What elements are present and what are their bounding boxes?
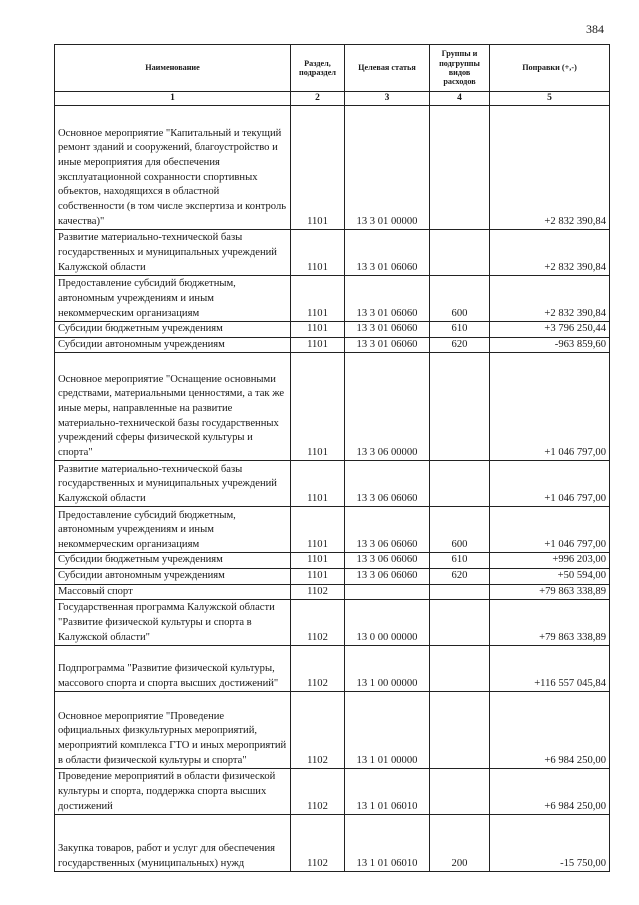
table-row [55,646,610,692]
table-row [55,353,610,461]
table-row [55,769,610,815]
table-row [55,692,610,769]
row-name: Субсидии бюджетным учреждениям [55,553,291,569]
row-section: 1102 [291,646,345,692]
row-target-article: 13 3 06 06060 [345,507,430,553]
row-target-article: 13 1 00 00000 [345,646,430,692]
row-amount: +6 984 250,00 [490,769,610,815]
row-expense-group [430,106,490,230]
row-section: 1102 [291,584,345,600]
table-row [55,553,610,569]
row-section: 1102 [291,600,345,646]
table-row [55,568,610,584]
row-section: 1101 [291,337,345,353]
row-expense-group: 200 [430,815,490,872]
row-section: 1102 [291,692,345,769]
column-number: 5 [490,92,610,106]
row-amount: +1 046 797,00 [490,353,610,461]
table-row [55,337,610,353]
row-target-article: 13 0 00 00000 [345,600,430,646]
header-groups: Группы и подгруппы видов расходов [430,45,490,92]
row-expense-group [430,769,490,815]
row-expense-group: 600 [430,507,490,553]
column-number: 3 [345,92,430,106]
row-target-article: 13 3 06 06060 [345,568,430,584]
column-number-row [55,92,610,106]
row-amount: +79 863 338,89 [490,584,610,600]
row-expense-group [430,646,490,692]
row-target-article: 13 3 06 06060 [345,553,430,569]
row-expense-group [430,692,490,769]
row-target-article: 13 3 01 06060 [345,337,430,353]
row-expense-group [430,353,490,461]
row-name: Предоставление субсидий бюджетным, автономным учреждениям и иным некоммерческим организациям [55,276,291,322]
column-number: 1 [55,92,291,106]
row-target-article: 13 3 01 06060 [345,322,430,338]
row-amount: +6 984 250,00 [490,692,610,769]
row-name: Закупка товаров, работ и услуг для обеспечения государственных (муниципальных) нужд [55,815,291,872]
table-row [55,815,610,872]
table-row [55,461,610,507]
column-number: 4 [430,92,490,106]
row-expense-group: 610 [430,553,490,569]
row-amount: -963 859,60 [490,337,610,353]
row-name: Предоставление субсидий бюджетным, автономным учреждениям и иным некоммерческим организациям [55,507,291,553]
row-target-article [345,584,430,600]
table-row [55,507,610,553]
row-section: 1101 [291,322,345,338]
table-row [55,106,610,230]
row-name: Развитие материально-технической базы государственных и муниципальных учреждений Калужской области [55,230,291,276]
row-name: Основное мероприятие "Оснащение основными средствами, материальными ценностями, а так же иные меры, направленные на развитие материально-технической базы государственных учреждений сферы физической культуры и спорта" [55,353,291,461]
row-section: 1101 [291,461,345,507]
row-amount: -15 750,00 [490,815,610,872]
row-target-article: 13 3 06 06060 [345,461,430,507]
row-name: Основное мероприятие "Проведение официальных физкультурных мероприятий, мероприятий комплекса ГТО и иных мероприятий в области физической культуры и спорта" [55,692,291,769]
row-section: 1101 [291,568,345,584]
row-amount: +1 046 797,00 [490,461,610,507]
row-target-article: 13 3 06 00000 [345,353,430,461]
row-name: Подпрограмма "Развитие физической культуры, массового спорта и спорта высших достижений" [55,646,291,692]
table-row [55,600,610,646]
column-number: 2 [291,92,345,106]
row-expense-group [430,230,490,276]
row-expense-group: 600 [430,276,490,322]
row-name: Субсидии автономным учреждениям [55,568,291,584]
row-name: Основное мероприятие "Капитальный и текущий ремонт зданий и сооружений, благоустройство и иные мероприятия для обеспечения эксплуатационной сохранности спортивных объектов, находящихся в областной собственности (в том числе экспертиза и контроль качества)" [55,106,291,230]
row-name: Субсидии автономным учреждениям [55,337,291,353]
table-row [55,276,610,322]
row-section: 1102 [291,815,345,872]
row-target-article: 13 3 01 06060 [345,276,430,322]
budget-table [54,44,610,872]
row-amount: +79 863 338,89 [490,600,610,646]
row-section: 1101 [291,507,345,553]
row-amount: +116 557 045,84 [490,646,610,692]
table-row [55,584,610,600]
row-target-article: 13 3 01 00000 [345,106,430,230]
row-amount: +2 832 390,84 [490,230,610,276]
table-body [55,106,610,872]
row-name: Проведение мероприятий в области физической культуры и спорта, поддержка спорта высших достижений [55,769,291,815]
row-amount: +2 832 390,84 [490,106,610,230]
row-expense-group [430,461,490,507]
header-article: Целевая статья [345,45,430,92]
row-section: 1101 [291,106,345,230]
page-number: 384 [586,22,604,36]
header-row [55,45,610,92]
row-expense-group: 610 [430,322,490,338]
row-expense-group: 620 [430,337,490,353]
row-name: Массовый спорт [55,584,291,600]
row-section: 1101 [291,353,345,461]
table-row [55,322,610,338]
row-target-article: 13 1 01 06010 [345,769,430,815]
row-expense-group [430,584,490,600]
row-section: 1102 [291,769,345,815]
row-name: Развитие материально-технической базы государственных и муниципальных учреждений Калужской области [55,461,291,507]
row-target-article: 13 1 01 06010 [345,815,430,872]
row-amount: +996 203,00 [490,553,610,569]
header-section: Раздел, подраздел [291,45,345,92]
row-amount: +2 832 390,84 [490,276,610,322]
row-section: 1101 [291,230,345,276]
header-amendments: Поправки (+,-) [490,45,610,92]
row-name: Субсидии бюджетным учреждениям [55,322,291,338]
row-section: 1101 [291,553,345,569]
row-target-article: 13 1 01 00000 [345,692,430,769]
row-target-article: 13 3 01 06060 [345,230,430,276]
row-expense-group [430,600,490,646]
row-expense-group: 620 [430,568,490,584]
table-row [55,230,610,276]
row-amount: +1 046 797,00 [490,507,610,553]
row-amount: +50 594,00 [490,568,610,584]
header-name: Наименование [55,45,291,92]
row-name: Государственная программа Калужской области "Развитие физической культуры и спорта в Калужской области" [55,600,291,646]
row-amount: +3 796 250,44 [490,322,610,338]
row-section: 1101 [291,276,345,322]
